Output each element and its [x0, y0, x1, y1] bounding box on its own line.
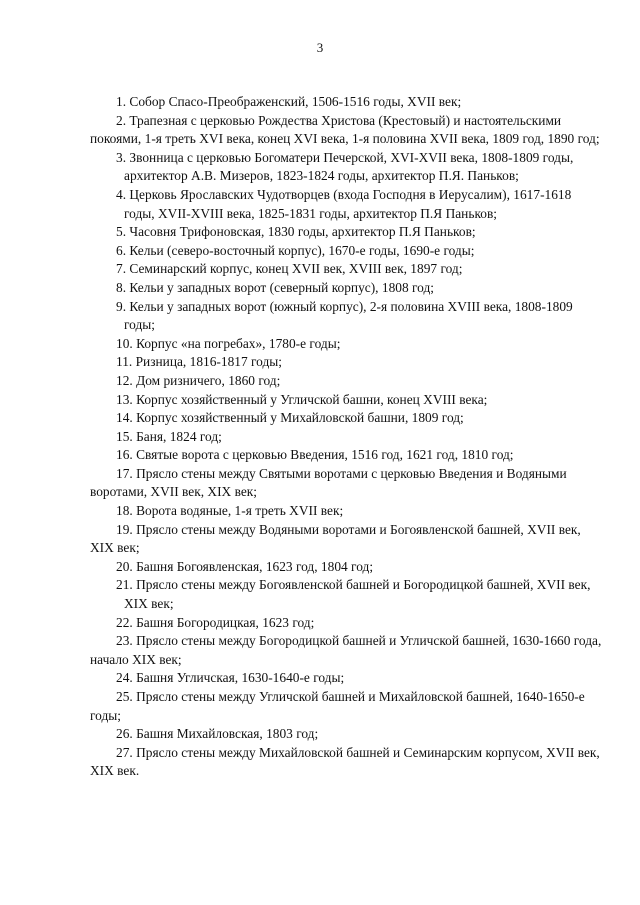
page-number: 3 [316, 40, 324, 55]
list-item: 14. Корпус хозяйственный у Михайловской башни, 1809 год; [116, 410, 464, 426]
list-item: 2. Трапезная с церковью Рождества Христова (Крестовый) и настоятельскими покоями, 1-я треть XVI века, конец XVI века, 1-я половина XVII века, 1809 год, 1890 год; [90, 112, 600, 147]
list-item: 6. Кельи (северо-восточный корпус), 1670-е годы, 1690-е годы; [116, 242, 475, 258]
list-item: 13. Корпус хозяйственный у Угличской башни, конец XVIII века; [116, 391, 488, 407]
list-item: 27. Прясло стены между Михайловской башней и Семинарским корпусом, XVII век, XIX век. [90, 744, 600, 779]
list-item: 7. Семинарский корпус, конец XVII век, XVIII век, 1897 год; [116, 261, 463, 277]
list-item: 25. Прясло стены между Угличской башней и Михайловской башней, 1640-1650-е годы; [90, 689, 585, 723]
list-item: 12. Дом ризничего, 1860 год; [116, 372, 281, 388]
list-item: 15. Баня, 1824 год; [116, 428, 222, 444]
list-item: 22. Башня Богородицкая, 1623 год; [116, 614, 315, 630]
list-item: 24. Башня Угличская, 1630-1640-е годы; [116, 670, 345, 686]
list-item: 5. Часовня Трифоновская, 1830 годы, архитектор П.Я Паньков; [116, 224, 476, 240]
list-item: 4. Церковь Ярославских Чудотворцев (входа Господня в Иерусалим), 1617-1618 годы, XVII-XVIII века, 1825-1831 годы, архитектор П.Я Паньков; [116, 186, 572, 221]
list-item: 26. Башня Михайловская, 1803 год; [116, 726, 319, 742]
list-item: 21. Прясло стены между Богоявленской башней и Богородицкой башней, XVII век, XIX век; [116, 577, 591, 612]
list-item: 20. Башня Богоявленская, 1623 год, 1804 год; [116, 558, 374, 574]
list-item: 1. Собор Спасо-Преображенский, 1506-1516 годы, XVII век; [116, 94, 462, 109]
list-item: 19. Прясло стены между Водяными воротами и Богоявленской башней, XVII век, XIX век; [90, 521, 581, 556]
list-item: 9. Кельи у западных ворот (южный корпус), 2-я половина XVIII века, 1808-1809 годы; [116, 298, 573, 333]
list-item: 11. Ризница, 1816-1817 годы; [116, 354, 282, 370]
list-item: 10. Корпус «на погребах», 1780-е годы; [116, 335, 341, 351]
list-item: 3. Звонница с церковью Богоматери Печерской, XVI-XVII века, 1808-1809 годы, архитектор А.В. Мизеров, 1823-1824 годы, архитектор П.Я. Паньков; [116, 149, 574, 184]
list-item: 17. Прясло стены между Святыми воротами с церковью Введения и Водяными воротами, XVII век, XIX век; [90, 465, 567, 500]
list-item: 8. Кельи у западных ворот (северный корпус), 1808 год; [116, 279, 434, 295]
monument-list [90, 93, 602, 781]
list-item: 18. Ворота водяные, 1-я треть XVII век; [116, 503, 344, 519]
list-item: 16. Святые ворота с церковью Введения, 1516 год, 1621 год, 1810 год; [116, 447, 514, 463]
list-item: 23. Прясло стены между Богородицкой башней и Угличской башней, 1630-1660 года, начало XIX век; [90, 633, 602, 667]
